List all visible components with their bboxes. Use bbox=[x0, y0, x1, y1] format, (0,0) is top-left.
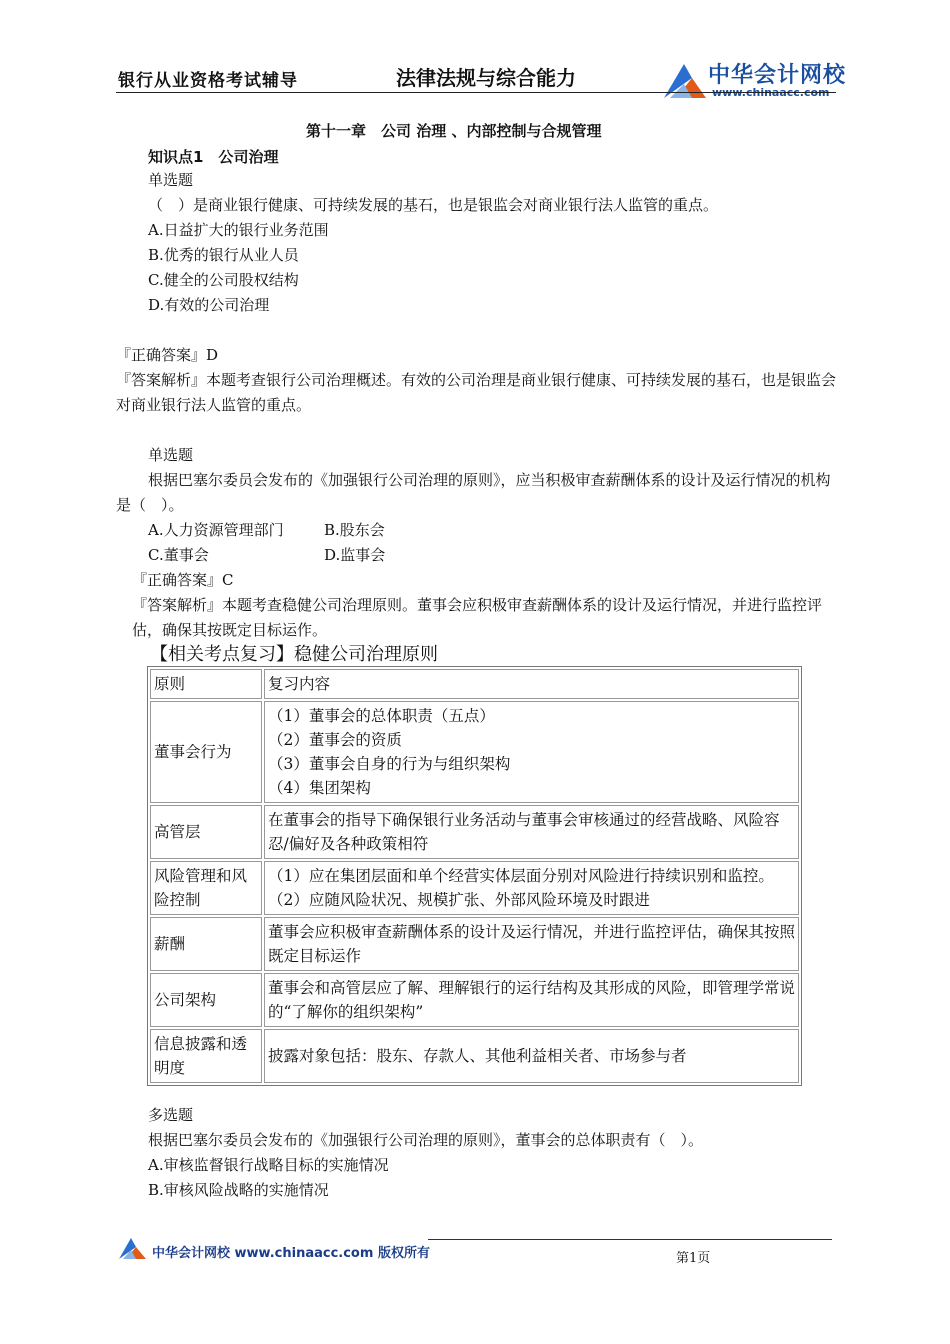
q1-option-d: D.有效的公司治理 bbox=[148, 296, 270, 314]
row-principle: 高管层 bbox=[150, 805, 262, 859]
footer-copyright: 中华会计网校 www.chinaacc.com 版权所有 bbox=[152, 1246, 430, 1261]
header-divider bbox=[116, 92, 836, 93]
content-line: （4）集团架构 bbox=[268, 779, 371, 797]
row-content bbox=[264, 701, 799, 803]
chapter-title: 第十一章 公司 治理 、内部控制与合规管理 bbox=[306, 122, 602, 140]
content-line: （1）应在集团层面和单个经营实体层面分别对风险进行持续识别和监控。 bbox=[268, 867, 774, 885]
row-principle: 薪酬 bbox=[150, 917, 262, 971]
q3-type: 多选题 bbox=[148, 1106, 194, 1124]
row-principle: 公司架构 bbox=[150, 973, 262, 1027]
q1-option-b: B.优秀的银行从业人员 bbox=[148, 246, 299, 264]
header-left-title: 银行从业资格考试辅导 bbox=[118, 71, 298, 91]
table-row bbox=[150, 861, 799, 915]
footer-logo-icon bbox=[118, 1236, 148, 1260]
row-content: 披露对象包括：股东、存款人、其他利益相关者、市场参与者 bbox=[264, 1029, 799, 1083]
q1-option-c: C.健全的公司股权结构 bbox=[148, 271, 299, 289]
row-principle: 风险管理和风险控制 bbox=[150, 861, 262, 915]
content-line: （1）董事会的总体职责（五点） bbox=[268, 707, 495, 725]
table-header-row bbox=[150, 669, 799, 699]
footer-divider bbox=[428, 1239, 832, 1240]
header-cell-principle: 原则 bbox=[150, 669, 262, 699]
q1-analysis: 『答案解析』本题考查银行公司治理概述。有效的公司治理是商业银行健康、可持续发展的基石，也是银监会对商业银行法人监管的重点。 bbox=[116, 371, 837, 414]
q2-option-b: B.股东会 bbox=[324, 521, 385, 539]
q3-option-b: B.审核风险战略的实施情况 bbox=[148, 1181, 329, 1199]
content-line: （2）董事会的资质 bbox=[268, 731, 402, 749]
q2-stem: 根据巴塞尔委员会发布的《加强银行公司治理的原则》，应当积极审查薪酬体系的设计及运行情况的机构是（ ）。 bbox=[116, 471, 831, 514]
q2-option-c: C.董事会 bbox=[148, 546, 209, 564]
row-content: 在董事会的指导下确保银行业务活动与董事会审核通过的经营战略、风险容忍/偏好及各种政策相符 bbox=[264, 805, 799, 859]
page-number: 第1页 bbox=[676, 1251, 711, 1266]
q2-answer: 『正确答案』C bbox=[132, 571, 234, 589]
knowledge-point-title: 知识点1 公司治理 bbox=[148, 148, 279, 166]
q1-answer: 『正确答案』D bbox=[116, 346, 219, 364]
logo-name: 中华会计网校 bbox=[708, 63, 847, 88]
q2-option-a: A.人力资源管理部门 bbox=[148, 521, 284, 539]
review-table bbox=[147, 666, 802, 1086]
content-line: （3）董事会自身的行为与组织架构 bbox=[268, 755, 511, 773]
q1-option-a: A.日益扩大的银行业务范围 bbox=[148, 221, 329, 239]
table-row bbox=[150, 701, 799, 803]
table-row bbox=[150, 973, 799, 1027]
q3-option-a: A.审核监督银行战略目标的实施情况 bbox=[148, 1156, 389, 1174]
content-line: （2）应随风险状况、规模扩张、外部风险环境及时跟进 bbox=[268, 891, 650, 909]
q3-stem: 根据巴塞尔委员会发布的《加强银行公司治理的原则》，董事会的总体职责有（ ）。 bbox=[148, 1131, 704, 1149]
q1-stem: （ ）是商业银行健康、可持续发展的基石，也是银监会对商业银行法人监管的重点。 bbox=[148, 196, 719, 214]
q2-analysis: 『答案解析』本题考查稳健公司治理原则。董事会应积极审查薪酬体系的设计及运行情况，并进行监控评估，确保其按既定目标运作。 bbox=[132, 596, 823, 639]
row-principle: 信息披露和透明度 bbox=[150, 1029, 262, 1083]
table-row bbox=[150, 1029, 799, 1083]
table-row bbox=[150, 805, 799, 859]
logo-url: www.chinaacc.com bbox=[712, 86, 830, 99]
logo-mark-icon bbox=[662, 60, 708, 100]
header-subject-title: 法律法规与综合能力 bbox=[396, 66, 576, 90]
q1-type: 单选题 bbox=[148, 171, 194, 189]
q2-option-d: D.监事会 bbox=[324, 546, 386, 564]
header-cell-content: 复习内容 bbox=[264, 669, 799, 699]
row-content: 董事会和高管层应了解、理解银行的运行结构及其形成的风险，即管理学常说的“了解你的组织架构” bbox=[264, 973, 799, 1027]
review-title: 【相关考点复习】稳健公司治理原则 bbox=[150, 644, 438, 665]
row-content bbox=[264, 861, 799, 915]
row-principle: 董事会行为 bbox=[150, 701, 262, 803]
q2-type: 单选题 bbox=[148, 446, 194, 464]
table-row bbox=[150, 917, 799, 971]
row-content: 董事会应积极审查薪酬体系的设计及运行情况，并进行监控评估，确保其按照既定目标运作 bbox=[264, 917, 799, 971]
